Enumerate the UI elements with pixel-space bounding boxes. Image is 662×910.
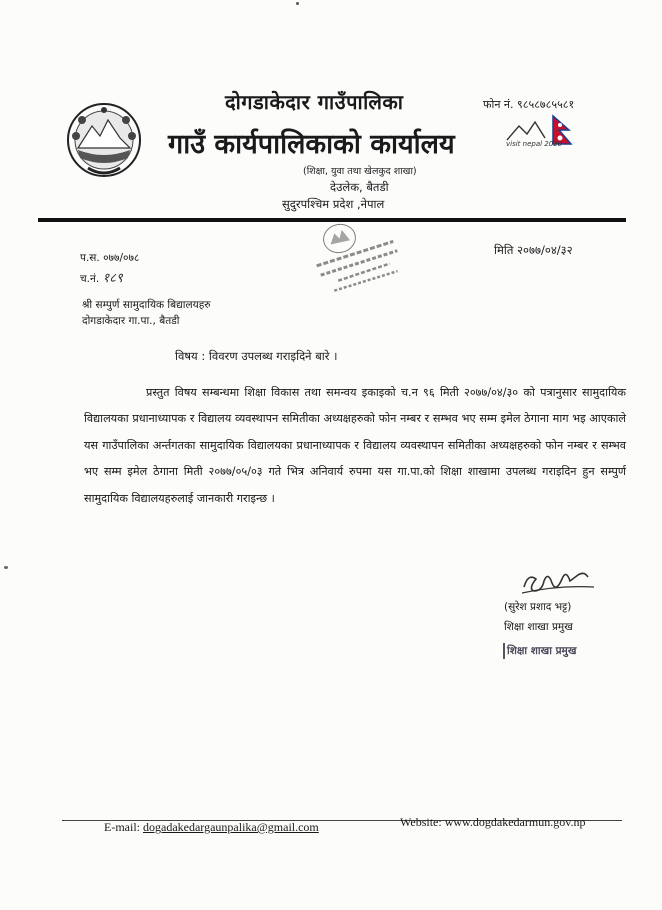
scan-speck: [4, 566, 8, 569]
footer-website[interactable]: Website: www.dogdakedarmun.gov.np: [400, 815, 586, 829]
signatory-title: शिक्षा शाखा प्रमुख: [504, 621, 573, 633]
signature-icon: [518, 561, 598, 601]
letter-date: मिति २०७७/०४/३२: [494, 243, 573, 257]
recipient-line-1: श्री सम्पुर्ण सामुदायिक बिद्यालयहरु: [82, 299, 211, 311]
letter-body: प्रस्तुत विषय सम्बन्धमा शिक्षा विकास तथा समन्वय इकाइको च.न ९६ मिती २०७७/०४/३० को पत्रानुसार सामुदायिक विद्यालयका प्रधानाध्यापक र विद्यालय व्यवस्थापन समितीका अध्यक्षहरुको फोन नम्बर र सम्भव भए सम्म इमेल ठेगाना माग भइ आएकाले यस गाउँपालिका अर्न्तगतका सामुदायिक विद्यालयका प्रधानाध्यापक र विद्यालय व्यवस्थापन समितीका अध्यक्षहरुको फोन नम्बर र सम्भव भए सम्म इमेल ठेगाना मिती २०७७/०५/०३ गते भित्र अनिवार्य रुपमा यस गा.पा.को शिक्षा शाखामा उपलब्ध गराइदिन हुन सम्पुर्ण सामुदायिक विद्यालयहरुलाई जानकारी गराइन्छ ।: [84, 386, 626, 505]
footer-email: [104, 820, 319, 835]
visit-nepal-logo-icon: [505, 112, 575, 156]
visit-nepal-text: visit nepal 2020: [506, 140, 563, 148]
office-location: देउलेक, बैतडी: [330, 180, 389, 194]
dispatch-number: [80, 268, 123, 286]
scan-speck: [296, 2, 299, 5]
phone-number: फोन नं. ९८५८७८५५८१: [483, 98, 575, 111]
email-label: E-mail:: [104, 820, 140, 834]
municipality-name: दोगडाकेदार गाउँपालिका: [225, 90, 404, 114]
letter-subject: विषय : विवरण उपलब्ध गराइदिने बारे ।: [175, 349, 338, 363]
province-name: सुदुरपश्चिम प्रदेश ,नेपाल: [282, 197, 385, 211]
reference-number: प.स. ०७७/०७८: [80, 252, 140, 264]
branch-name: (शिक्षा, युवा तथा खेलकुद शाखा): [303, 166, 417, 177]
nepal-emblem-icon: [62, 98, 146, 182]
designation-stamp: शिक्षा शाखा प्रमुख: [503, 643, 578, 659]
office-title: गाउँ कार्यपालिकाको कार्यालय: [168, 129, 455, 160]
office-stamp-icon: [303, 214, 403, 294]
recipient-line-2: दोगडाकेदार गा.पा., बैतडी: [82, 315, 180, 327]
dispatch-label: च.नं.: [80, 273, 100, 285]
email-link[interactable]: dogadakedargaunpalika@gmail.com: [143, 820, 319, 834]
dispatch-value: १८९: [102, 271, 123, 286]
signatory-name: (सुरेश प्रशाद भट्ट): [504, 601, 572, 613]
